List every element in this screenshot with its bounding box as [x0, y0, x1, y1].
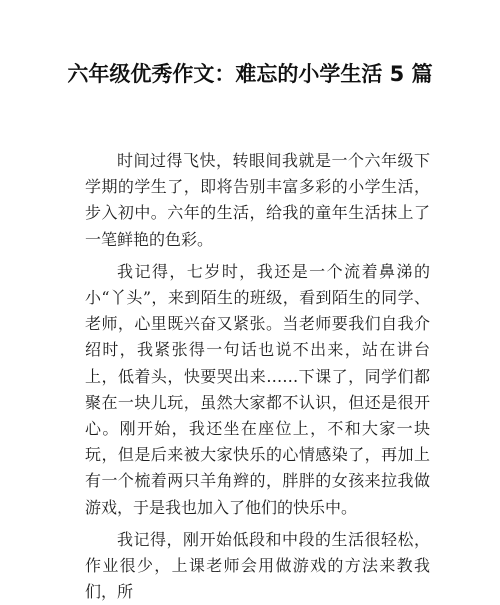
paragraph: 时间过得飞快，转眼间我就是一个六年级下学期的学生了，即将告别丰富多彩的小学生活，步入初中。六年的生活，给我的童年生活抹上了一笔鲜艳的色彩。	[85, 151, 430, 249]
document-body	[85, 148, 430, 605]
paragraph: 我记得，刚开始低段和中段的生活很轻松，作业很少，上课老师会用做游戏的方法来教我们，所	[85, 529, 430, 602]
document-title: 六年级优秀作文：难忘的小学生活 5 篇	[67, 62, 433, 86]
paragraph: 我记得，七岁时，我还是一个流着鼻涕的小“丫头”，来到陌生的班级，看到陌生的同学、老师，心里既兴奋又紧张。当老师要我们自我介绍时，我紧张得一句话也说不出来，站在讲台上，低着头，快要哭出来……下课了，同学们都聚在一块儿玩，虽然大家都不认识，但还是很开心。刚开始，我还坐在座位上，不和大家一块玩，但是后来被大家快乐的心情感染了，再加上有一个梳着两只羊角辫的，胖胖的女孩来拉我做游戏，于是我也加入了他们的快乐中。	[85, 261, 430, 517]
